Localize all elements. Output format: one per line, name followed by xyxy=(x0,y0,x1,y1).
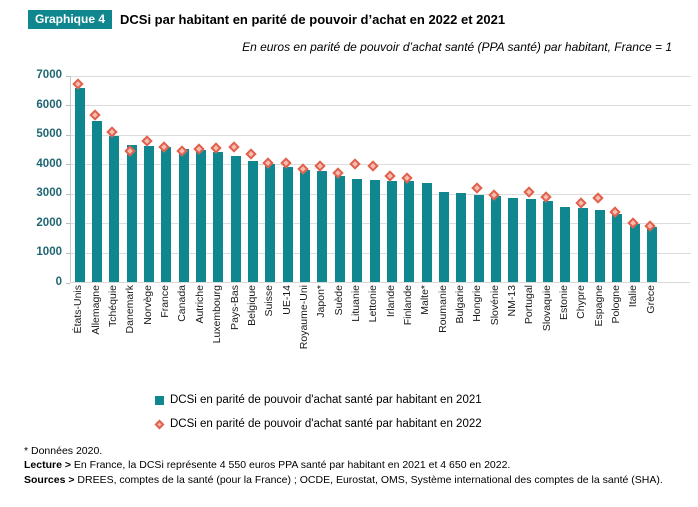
country-label: Tchéquie xyxy=(107,285,120,328)
bar-slot-Norvège xyxy=(140,75,157,282)
country-label: Danemark xyxy=(124,285,137,334)
country-label: Suède xyxy=(332,285,345,316)
country-label: Espagne xyxy=(592,285,605,327)
country-label: Irlande xyxy=(384,285,397,318)
diamond-marker-2022 xyxy=(245,148,256,159)
bar-2021 xyxy=(630,224,640,282)
y-tick-mark xyxy=(66,164,70,165)
x-axis-label xyxy=(556,285,573,379)
x-axis-label xyxy=(70,285,87,379)
y-tick-mark xyxy=(66,76,70,77)
bar-2021 xyxy=(92,121,102,282)
y-axis-tick-label: 4000 xyxy=(36,157,62,170)
diamond-marker-2022 xyxy=(228,141,239,152)
diamond-marker-2022 xyxy=(89,110,100,121)
bar-2021 xyxy=(179,149,189,282)
country-label: Malte* xyxy=(419,285,432,315)
x-axis-label xyxy=(590,285,607,379)
bar-slot-UE-14 xyxy=(279,75,296,282)
bar-slot-Lettonie xyxy=(366,75,383,282)
bar-2021 xyxy=(213,152,223,282)
x-axis-label xyxy=(538,285,555,379)
legend-label-2022: DCSi en parité de pouvoir d'achat santé par habitant en 2022 xyxy=(170,418,482,430)
x-axis-label xyxy=(452,285,469,379)
country-label: Luxembourg xyxy=(211,285,224,344)
footnote-sources xyxy=(24,473,679,487)
diamond-marker-2022 xyxy=(523,187,534,198)
y-axis-tick-label: 1000 xyxy=(36,246,62,259)
bar-slot-NM-13 xyxy=(505,75,522,282)
x-axis-label xyxy=(504,285,521,379)
country-label: Japon* xyxy=(315,285,328,318)
bar-2021 xyxy=(578,208,588,282)
x-axis-label xyxy=(122,285,139,379)
legend-label-2021: DCSi en parité de pouvoir d'achat santé par habitant en 2021 xyxy=(170,394,482,406)
diamond-marker-2022 xyxy=(141,135,152,146)
bar-2021 xyxy=(491,196,501,282)
plot-area xyxy=(70,76,690,283)
bar-2021 xyxy=(161,147,171,282)
bar-2021 xyxy=(456,193,466,282)
bar-slot-Canada xyxy=(175,75,192,282)
bar-slot-Belgique xyxy=(244,75,261,282)
chart-subtitle: En euros en parité de pouvoir d’achat santé (PPA santé) par habitant, France = 1 xyxy=(242,40,672,54)
bar-2021 xyxy=(370,180,380,282)
y-tick-mark xyxy=(66,223,70,224)
bar-slot-Grèce xyxy=(643,75,660,282)
bar-slot-Danemark xyxy=(123,75,140,282)
x-axis-label xyxy=(139,285,156,379)
bar-2021 xyxy=(387,181,397,282)
country-label: Belgique xyxy=(245,285,258,326)
diamond-marker-2022 xyxy=(575,197,586,208)
bar-slot-Malte* xyxy=(418,75,435,282)
bar-2021 xyxy=(335,176,345,282)
y-tick-mark xyxy=(66,253,70,254)
country-label: Suisse xyxy=(263,285,276,317)
bar-series xyxy=(71,75,661,282)
y-axis-tick-label: 2000 xyxy=(36,216,62,229)
country-label: Portugal xyxy=(523,285,536,325)
country-label: Slovénie xyxy=(488,285,501,326)
country-label: Chypre xyxy=(575,285,588,319)
country-label: États-Unis xyxy=(72,285,85,334)
bar-2021 xyxy=(248,161,258,282)
x-axis-label xyxy=(608,285,625,379)
bar-2021 xyxy=(439,192,449,282)
sources-label: Sources > xyxy=(24,473,75,486)
y-axis-tick-label: 7000 xyxy=(36,69,62,81)
bar-slot-Allemagne xyxy=(88,75,105,282)
bar-slot-Hongrie xyxy=(470,75,487,282)
bar-slot-Japon* xyxy=(314,75,331,282)
bar-2021 xyxy=(647,227,657,282)
x-axis-label xyxy=(261,285,278,379)
diamond-marker-2022 xyxy=(350,159,361,170)
bar-2021 xyxy=(404,181,414,282)
bar-slot-France xyxy=(158,75,175,282)
bar-slot-Espagne xyxy=(591,75,608,282)
x-axis-label xyxy=(174,285,191,379)
country-label: Lituanie xyxy=(349,285,362,322)
legend xyxy=(155,388,482,436)
legend-diamond-icon xyxy=(155,419,165,429)
y-axis-tick-label: 6000 xyxy=(36,98,62,111)
x-axis-label xyxy=(209,285,226,379)
country-label: Allemagne xyxy=(89,285,102,335)
y-tick-mark xyxy=(66,194,70,195)
bar-slot-Lituanie xyxy=(349,75,366,282)
bar-slot-États-Unis xyxy=(71,75,88,282)
y-tick-mark xyxy=(66,135,70,136)
x-axis-label xyxy=(105,285,122,379)
bar-slot-Autriche xyxy=(192,75,209,282)
bar-slot-Finlande xyxy=(401,75,418,282)
x-axis-label xyxy=(469,285,486,379)
country-label: UE-14 xyxy=(280,285,293,315)
bar-2021 xyxy=(231,156,241,282)
chart-header xyxy=(28,10,688,29)
bar-slot-Tchéquie xyxy=(106,75,123,282)
footnotes xyxy=(24,444,679,487)
bar-slot-Chypre xyxy=(574,75,591,282)
bar-slot-Bulgarie xyxy=(453,75,470,282)
country-label: Pays-Bas xyxy=(228,285,241,330)
bar-2021 xyxy=(196,150,206,282)
lecture-text: En France, la DCSi représente 4 550 euros PPA santé par habitant en 2021 et 4 650 en 2022. xyxy=(73,459,511,472)
x-axis-label xyxy=(573,285,590,379)
bar-slot-Irlande xyxy=(383,75,400,282)
x-axis-label xyxy=(330,285,347,379)
footnote-lecture xyxy=(24,458,679,472)
x-axis-label xyxy=(400,285,417,379)
y-tick-mark xyxy=(66,283,70,284)
y-axis-tick-label: 3000 xyxy=(36,187,62,200)
diamond-marker-2022 xyxy=(315,160,326,171)
country-label: Slovaquie xyxy=(540,285,553,332)
bar-slot-Estonie xyxy=(557,75,574,282)
x-axis-label xyxy=(243,285,260,379)
x-axis-label xyxy=(313,285,330,379)
bar-2021 xyxy=(144,146,154,282)
bar-2021 xyxy=(543,201,553,282)
x-axis-label xyxy=(417,285,434,379)
bar-2021 xyxy=(75,88,85,282)
bar-slot-Luxembourg xyxy=(210,75,227,282)
country-label: Norvège xyxy=(141,285,154,325)
diamond-marker-2022 xyxy=(471,182,482,193)
legend-square-icon xyxy=(155,396,164,405)
bar-slot-Suède xyxy=(331,75,348,282)
x-axis-label xyxy=(157,285,174,379)
diamond-marker-2022 xyxy=(384,170,395,181)
y-axis-tick-label: 5000 xyxy=(36,128,62,141)
x-axis-label xyxy=(348,285,365,379)
country-label: Roumanie xyxy=(436,285,449,333)
x-axis-label xyxy=(642,285,659,379)
x-axis-label xyxy=(295,285,312,379)
bar-2021 xyxy=(317,171,327,282)
x-axis-label xyxy=(486,285,503,379)
x-axis-label xyxy=(278,285,295,379)
country-label: Grèce xyxy=(644,285,657,314)
bar-2021 xyxy=(508,198,518,282)
bar-slot-Royaume-Uni xyxy=(296,75,313,282)
bar-slot-Pays-Bas xyxy=(227,75,244,282)
bar-2021 xyxy=(595,210,605,282)
graphique-badge: Graphique 4 xyxy=(28,10,112,29)
bar-2021 xyxy=(612,214,622,282)
country-label: Bulgarie xyxy=(453,285,466,324)
diamond-marker-2022 xyxy=(367,160,378,171)
bar-slot-Slovaquie xyxy=(539,75,556,282)
bar-2021 xyxy=(265,164,275,282)
country-label: Royaume-Uni xyxy=(297,285,310,350)
bar-2021 xyxy=(127,145,137,283)
bar-2021 xyxy=(560,207,570,282)
bar-slot-Roumanie xyxy=(435,75,452,282)
bar-2021 xyxy=(352,179,362,283)
x-axis-label xyxy=(382,285,399,379)
x-axis-label xyxy=(226,285,243,379)
x-axis-label xyxy=(434,285,451,379)
country-label: Lettonie xyxy=(367,285,380,323)
country-label: Hongrie xyxy=(471,285,484,322)
bar-slot-Italie xyxy=(626,75,643,282)
country-label: Italie xyxy=(627,285,640,308)
legend-item-2022 xyxy=(155,412,482,436)
chart-title: DCSi par habitant en parité de pouvoir d’achat en 2022 et 2021 xyxy=(120,12,506,27)
bar-2021 xyxy=(474,195,484,282)
x-axis-label xyxy=(87,285,104,379)
country-label: France xyxy=(159,285,172,318)
bar-slot-Portugal xyxy=(522,75,539,282)
diamond-marker-2022 xyxy=(592,193,603,204)
bar-2021 xyxy=(283,167,293,282)
bar-slot-Slovénie xyxy=(487,75,504,282)
x-axis-label xyxy=(625,285,642,379)
bar-slot-Pologne xyxy=(609,75,626,282)
country-label: Estonie xyxy=(558,285,571,321)
bar-2021 xyxy=(526,199,536,282)
bar-2021 xyxy=(422,183,432,282)
country-label: Canada xyxy=(176,285,189,322)
bar-slot-Suisse xyxy=(262,75,279,282)
footnote-data-2020: * Données 2020. xyxy=(24,445,103,457)
country-label: Pologne xyxy=(610,285,623,324)
x-axis-label xyxy=(365,285,382,379)
x-axis-label xyxy=(521,285,538,379)
x-axis-label xyxy=(191,285,208,379)
y-tick-mark xyxy=(66,105,70,106)
y-axis-tick-label: 0 xyxy=(55,276,62,288)
bar-2021 xyxy=(300,170,310,282)
lecture-label: Lecture > xyxy=(24,459,71,472)
legend-item-2021 xyxy=(155,388,482,412)
country-label: Finlande xyxy=(401,285,414,326)
country-label: NM-13 xyxy=(506,285,519,317)
bar-2021 xyxy=(109,136,119,282)
country-label: Autriche xyxy=(193,285,206,324)
sources-text: DREES, comptes de la santé (pour la France) ; OCDE, Eurostat, OMS, Système international des comptes de la santé (SHA). xyxy=(77,473,663,486)
x-axis-labels xyxy=(70,285,660,379)
